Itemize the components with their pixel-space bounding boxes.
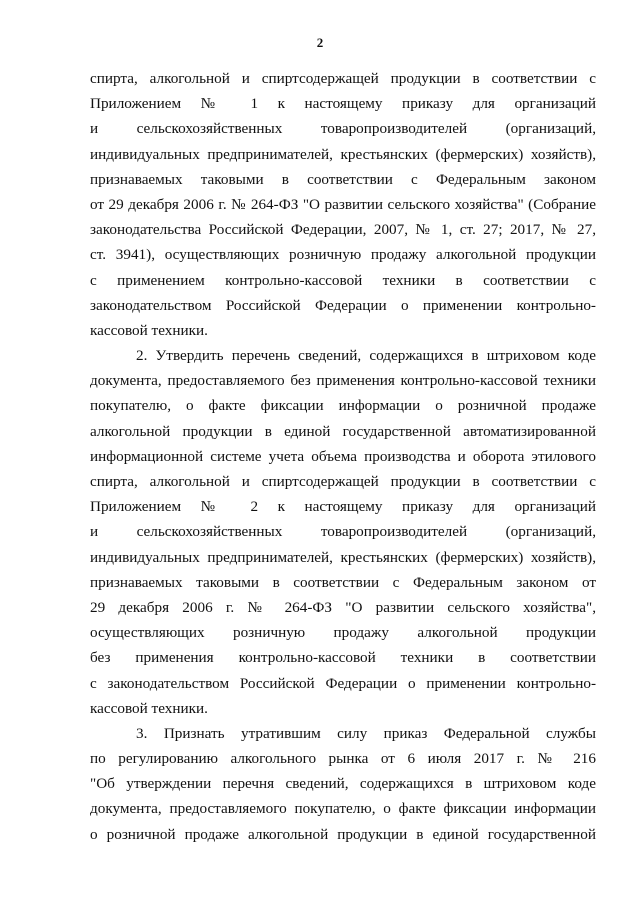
text-line: признаваемых таковыми в соответствии с Федеральным законом	[90, 170, 596, 188]
text-line: с применением контрольно-кассовой техники в соответствии с	[90, 271, 596, 289]
text-line: индивидуальных предпринимателей, крестьянских (фермерских) хозяйств),	[90, 548, 596, 566]
text-line: ст. 3941), осуществляющих розничную продажу алкогольной продукции	[90, 246, 596, 264]
text-line: осуществляющих розничную продажу алкогольной продукции	[90, 624, 596, 642]
text-line: документа, предоставляемого без применения контрольно-кассовой техники	[90, 372, 596, 390]
text-line: о розничной продаже алкогольной продукции в единой государственной	[90, 825, 596, 843]
text-line: спирта, алкогольной и спиртсодержащей продукции в соответствии с	[90, 70, 596, 87]
text-line: кассовой техники.	[90, 699, 208, 717]
text-line: без применения контрольно-кассовой техники в соответствии	[90, 649, 596, 667]
text-line: кассовой техники.	[90, 321, 208, 339]
text-line: по регулированию алкогольного рынка от 6 июля 2017 г. № 216	[90, 750, 596, 768]
text-line: законодательством Российской Федерации о применении контрольно-	[90, 296, 596, 314]
text-line: покупателю, о факте фиксации информации о розничной продаже	[90, 397, 596, 415]
text-line: и сельскохозяйственных товаропроизводителей (организаций,	[90, 120, 596, 138]
text-line: признаваемых таковыми в соответствии с Федеральным законом от	[90, 573, 596, 591]
paragraph-2	[90, 343, 596, 721]
text-line: от 29 декабря 2006 г. № 264-ФЗ "О развитии сельского хозяйства" (Собрание	[90, 195, 596, 213]
paragraph-3	[90, 721, 596, 847]
text-line: 3. Признать утратившим силу приказ Федеральной службы	[136, 724, 596, 742]
text-line: информационной системе учета объема производства и оборота этилового	[90, 447, 596, 465]
paragraph-1	[90, 66, 596, 343]
text-line: документа, предоставляемого покупателю, о факте фиксации информации	[90, 800, 596, 818]
text-line: спирта, алкогольной и спиртсодержащей продукции в соответствии с	[90, 473, 596, 490]
text-line: индивидуальных предпринимателей, крестьянских (фермерских) хозяйств),	[90, 145, 596, 163]
text-line: и сельскохозяйственных товаропроизводителей (организаций,	[90, 523, 596, 541]
text-line: законодательства Российской Федерации, 2007, № 1, ст. 27; 2017, № 27,	[90, 221, 596, 239]
text-line: Приложением № 2 к настоящему приказу для организаций	[90, 498, 596, 516]
page-number: 2	[316, 35, 324, 50]
text-line: с законодательством Российской Федерации о применении контрольно-	[90, 674, 596, 692]
document-body	[90, 66, 596, 847]
text-line: алкогольной продукции в единой государственной автоматизированной	[90, 422, 596, 440]
text-line: Приложением № 1 к настоящему приказу для организаций	[90, 95, 596, 113]
text-line: 29 декабря 2006 г. № 264-ФЗ "О развитии сельского хозяйства",	[90, 598, 596, 616]
text-line: "Об утверждении перечня сведений, содержащихся в штриховом коде	[90, 775, 596, 793]
text-line: 2. Утвердить перечень сведений, содержащихся в штриховом коде	[136, 347, 596, 365]
